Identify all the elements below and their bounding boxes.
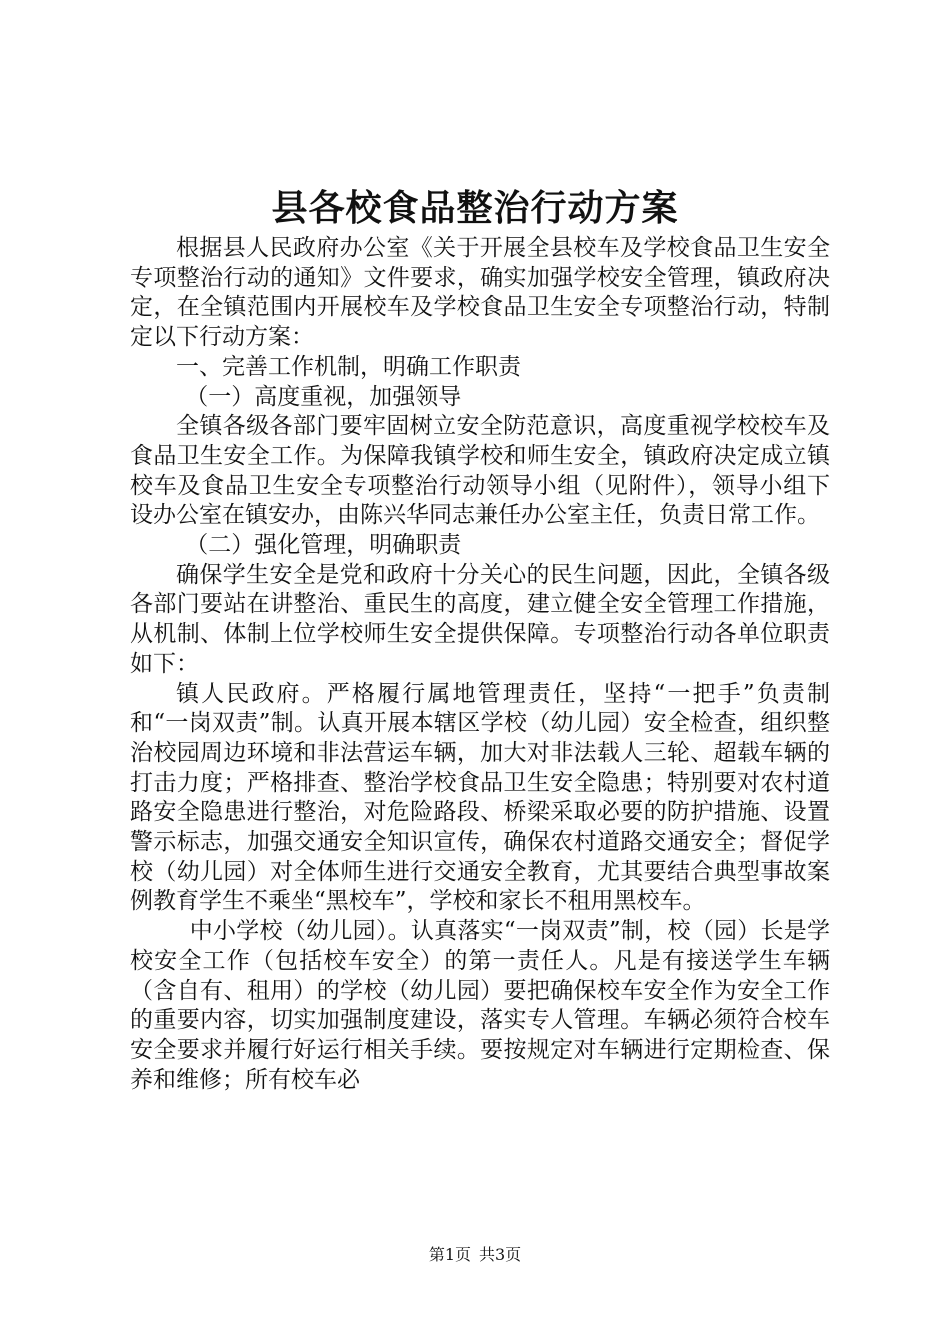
page-number: 第1页 <box>428 1245 471 1264</box>
page-total: 共3页 <box>479 1245 522 1264</box>
subsection-heading-1: （一）高度重视，加强领导 <box>185 383 462 410</box>
paragraph-responsibility: 确保学生安全是党和政府十分关心的民生问题，因此，全镇各级各部门要站在讲整治、重民生的高度，建立健全安全管理工作措施，从机制、体制上位学校师生安全提供保障。专项整治行动各单位职责如下： <box>130 561 830 677</box>
paragraph-intro: 根据县人民政府办公室《关于开展全县校车及学校食品卫生安全专项整治行动的通知》文件要求，确实加强学校安全管理，镇政府决定，在全镇范围内开展校车及学校食品卫生安全专项整治行动，特制定以下行动方案： <box>130 235 830 351</box>
document-body <box>130 234 830 1095</box>
paragraph-leadership: 全镇各级各部门要牢固树立安全防范意识，高度重视学校校车及食品卫生安全工作。为保障我镇学校和师生安全，镇政府决定成立镇校车及食品卫生安全专项整治行动领导小组（见附件），领导小组下设办公室在镇安办，由陈兴华同志兼任办公室主任，负责日常工作。 <box>130 413 830 529</box>
page-footer <box>0 1245 950 1265</box>
paragraph-town-government: 镇人民政府。严格履行属地管理责任，坚持“一把手”负责制和“一岗双责”制。认真开展本辖区学校（幼儿园）安全检查，组织整治校园周边环境和非法营运车辆，加大对非法载人三轮、超载车辆的打击力度；严格排查、整治学校食品卫生安全隐患；特别要对农村道路安全隐患进行整治，对危险路段、桥梁采取必要的防护措施、设置警示标志，加强交通安全知识宣传，确保农村道路交通安全；督促学校（幼儿园）对全体师生进行交通安全教育，尤其要结合典型事故案例教育学生不乘坐“黑校车”，学校和家长不租用黑校车。 <box>130 680 830 915</box>
subsection-heading-2: （二）强化管理，明确职责 <box>185 532 462 559</box>
paragraph-schools: 中小学校（幼儿园）。认真落实“一岗双责”制，校（园）长是学校安全工作（包括校车安全）的第一责任人。凡是有接送学生车辆（含自有、租用）的学校（幼儿园）要把确保校车安全作为安全工作的重要内容，切实加强制度建设，落实专人管理。车辆必须符合校车安全要求并履行好运行相关手续。要按规定对车辆进行定期检查、保养和维修；所有校车必 <box>130 918 830 1093</box>
document-title: 县各校食品整治行动方案 <box>271 187 679 229</box>
section-heading-1: 一、完善工作机制，明确工作职责 <box>176 353 521 380</box>
